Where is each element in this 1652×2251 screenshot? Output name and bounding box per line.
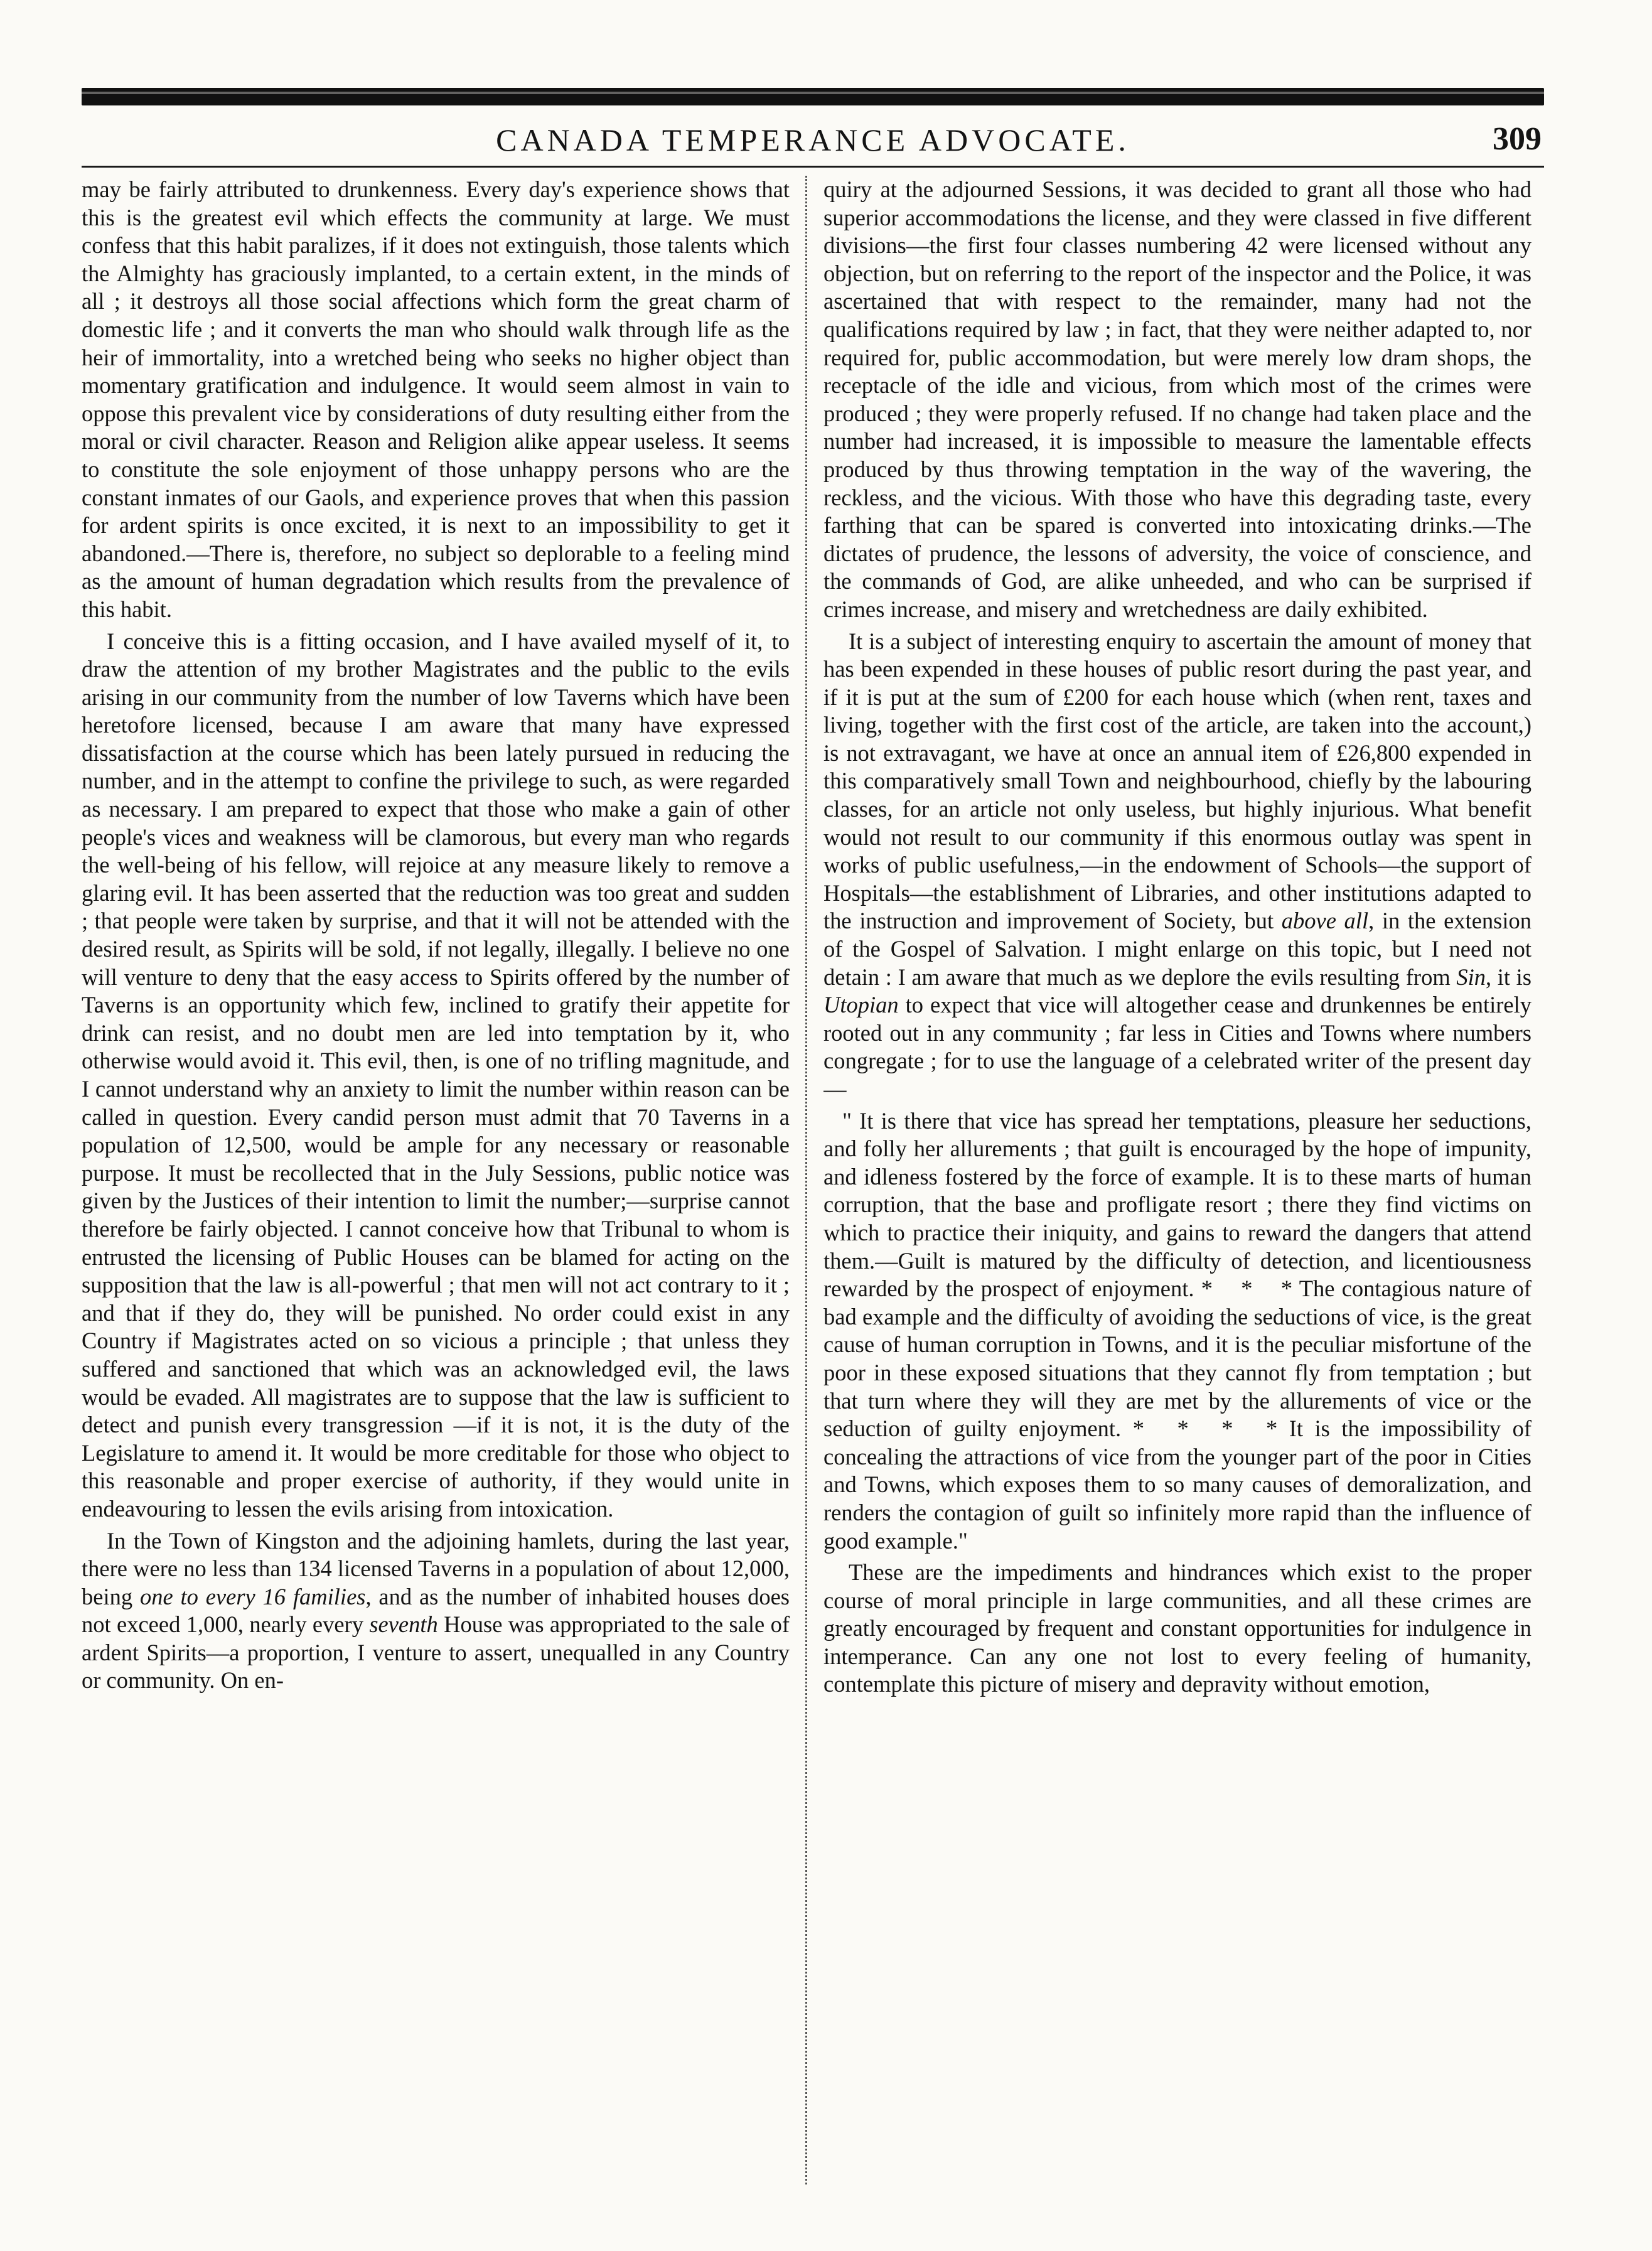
emphasis-text: Utopian <box>823 992 899 1018</box>
emphasis-text: above all <box>1281 908 1369 934</box>
article-columns <box>82 176 1544 2184</box>
paragraph <box>823 628 1531 1104</box>
text-run: " It is there that vice has spread her temptations, pleasure her seductions, and folly her allurements ; that guilt is encouraged by the hope of impunity, and idleness fostered by the force of example. It is to these marts of human corruption, that the base and profligate resort ; there they find victims on which to practice their iniquity, and gains to reward the dangers that attend them.—Guilt is matured by the difficulty of detection, and licentiousness rewarded by the prospect of enjoyment. <box>823 1107 1531 1302</box>
paragraph: quiry at the adjourned Sessions, it was decided to grant all those who had superior accommodations the license, and they were classed in five different divisions—the first four classes numbering 42 were licensed without any objection, but on referring to the report of the inspector and the Police, it was ascertained that with respect to the remainder, many had not the qualifications required by law ; in fact, that they were neither adapted to, nor required for, public accommodation, but were merely low dram shops, the receptacle of the idle and vicious, from which most of the crimes were produced ; they were properly refused. If no change had taken place and the number had increased, it is impossible to measure the lamentable effects produced by thus throwing temptation in the way of the wavering, the reckless, and the vicious. With those who have this degrading taste, every farthing that can be spared is converted into intoxicating drinks.—The dictates of prudence, the lessons of adversity, the voice of conscience, and the commands of God, are alike unheeded, and who can be surprised if crimes increase, and misery and wretchedness are daily exhibited. <box>823 176 1531 622</box>
text-run: , it is <box>1485 964 1531 990</box>
emphasis-text: seventh <box>369 1611 438 1638</box>
running-title: CANADA TEMPERANCE ADVOCATE. <box>496 122 1130 158</box>
page-number: 309 <box>1493 121 1542 157</box>
text-run: , and as the number of inhabited houses does not exceed 1,000, nearly every <box>82 1583 790 1638</box>
column-divider <box>805 176 807 2184</box>
emphasis-text: Sin <box>1456 964 1486 990</box>
text-run: It is the impossibility of concealing the attractions of vice from the younger part of the poor in Cities and Towns, which exposes them to so many causes of demoralization, and renders the contagion of guilt so infinitely more rapid than the influence of good example." <box>823 1416 1531 1554</box>
text-run: House was appropriated to the sale of ardent Spirits—a proportion, I venture to assert, unequalled in any Country or community. On en- <box>82 1611 790 1694</box>
newspaper-page <box>82 88 1544 2197</box>
text-run: The contagious nature of bad example and the difficulty of avoiding the seductions of vice, is the great cause of human corruption in Towns, and it is the peculiar misfortune of the poor in these exposed situations that they cannot fly from temptation ; but that turn where they will they are met by the allurements of vice or the seduction of guilty enjoyment. <box>823 1276 1531 1442</box>
paragraph <box>82 1527 790 1695</box>
paragraph: These are the impediments and hindrances which exist to the proper course of moral principle in large communities, and all these crimes are greatly encouraged by frequent and constant opportunities for indulgence in intemperance. Can any one not lost to every feeling of humanity, contemplate this picture of misery and depravity without emotion, <box>823 1559 1531 1697</box>
paragraph: I conceive this is a fitting occasion, and I have availed myself of it, to draw the attention of my brother Magistrates and the public to the evils arising in our community from the number of low Taverns which have been heretofore licensed, because I am aware that many have expressed dissatisfaction at the course which has been lately pursued in reducing the number, and in the attempt to confine the privilege to such, as were regarded as necessary. I am prepared to expect that those who make a gain of other people's vices and weakness will be clamorous, but every man who regards the well-being of his fellow, will rejoice at any measure likely to remove a glaring evil. It has been asserted that the reduction was too great and sudden ; that people were taken by surprise, and that it will not be attended with the desired result, as Spirits will be sold, if not legally, illegally. I believe no one will venture to deny that the easy access to Spirits offered by the number of Taverns is an opportunity which few, inclined to gratify their appetite for drink can resist, and no doubt men are led into temptation by it, who otherwise would avoid it. This evil, then, is one of no trifling magnitude, and I cannot understand why an anxiety to limit the number within reason can be called in question. Every candid person must admit that 70 Taverns in a population of 12,500, would be ample for any necessary or reasonable purpose. It must be recollected that in the July Sessions, public notice was given by the Justices of their intention to limit the number;—surprise cannot therefore be fairly objected. I cannot conceive how that Tribunal to whom is entrusted the licensing of Public Houses can be blamed for acting on the supposition that the law is all-powerful ; that men will not act contrary to it ; and that if they do, they will be punished. No order could exist in any Country if Magistrates acted on so vicious a principle ; that unless they suffered and sanctioned that which was an acknowledged evil, the laws would be evaded. All magistrates are to suppose that the law is sufficient to detect and punish every transgression —if it is not, it is the duty of the Legislature to amend it. It would be more creditable for those who object to this reasonable and proper exercise of authority, if they would unite in endeavouring to lessen the evils arising from intoxication. <box>82 628 790 1522</box>
quotation <box>823 1107 1531 1555</box>
page-header <box>82 109 1544 168</box>
left-column <box>82 176 790 2184</box>
text-run: It is a subject of interesting enquiry to ascertain the amount of money that has been expended in these houses of public resort during the past year, and if it is put at the sum of £200 for each house which (when rent, taxes and living, together with the first cost of the article, are taken into the account,) is not extravagant, we have at once an annual item of £26,800 expended in this comparatively small Town and neighbourhood, chiefly by the labouring classes, for an article not only useless, but highly injurious. What benefit would not result to our community if this enormous outlay was spent in works of public usefulness,—in the endowment of Schools—the support of Hospitals—the establishment of Libraries, and other institutions adapted to the instruction and improvement of Society, but <box>823 628 1531 934</box>
text-run: to expect that vice will altogether cease and drunkennes be entirely rooted out in any community ; far less in Cities and Towns where numbers congregate ; for to use the language of a celebrated writer of the present day— <box>823 992 1531 1102</box>
paragraph: may be fairly attributed to drunkenness. Every day's experience shows that this is the greatest evil which effects the community at large. We must confess that this habit paralizes, if it does not extinguish, those talents which the Almighty has graciously implanted, to a certain extent, in the minds of all ; it destroys all those social affections which form the great charm of domestic life ; and it converts the man who should walk through life as the heir of immortality, into a wretched being who seeks no higher object than momentary gratification and indulgence. It would seem almost in vain to oppose this prevalent vice by considerations of duty resulting either from the moral or civil character. Reason and Religion alike appear useless. It seems to constitute the sole enjoyment of those unhappy persons who are the constant inmates of our Gaols, and experience proves that when this passion for ardent spirits is once excited, it is next to an impossibility to get it abandoned.—There is, therefore, no subject so deplorable to a feeling mind as the amount of human degradation which results from the prevalence of this habit. <box>82 176 790 622</box>
top-rule <box>82 88 1544 105</box>
ellipsis-stars: * * * * <box>1132 1416 1278 1442</box>
right-column <box>823 176 1531 2184</box>
ellipsis-stars: * * * <box>1201 1276 1293 1302</box>
text-run: , in the extension of the Gospel of Salvation. I might enlarge on this topic, but I need not detain : I am aware that much as we deplore the evils resulting from <box>823 908 1531 990</box>
emphasis-text: one to every 16 families <box>139 1583 366 1609</box>
text-run: In the Town of Kingston and the adjoining hamlets, during the last year, there were no less than 134 licensed Taverns in a population of about 12,000, being <box>82 1527 790 1609</box>
